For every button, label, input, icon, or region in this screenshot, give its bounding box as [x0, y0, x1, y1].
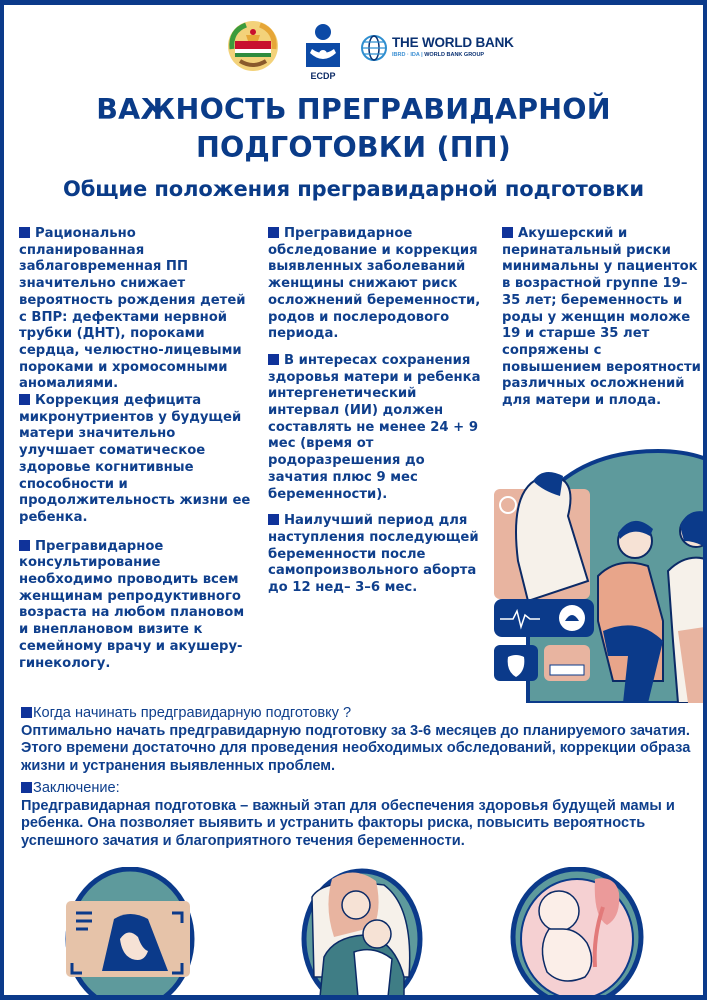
- square-bullet-icon: [502, 227, 513, 238]
- when-to-start-body: Оптимально начать предгравидарную подготовку за 3-6 месяцев до планируемого зачатия. Этого времени достаточно для проведения необходимых обследований, коррекции образа жизни и устранения выявленных проблем.: [21, 722, 691, 774]
- square-bullet-icon: [19, 540, 30, 551]
- column-3: [502, 226, 702, 410]
- bullet-item: В интересах сохранения здоровья матери и ребенка интергенетический интервал (ИИ) должен составлять не менее 24 + 9 мес (время от родоразрешения до зачатия плюс 9 мес беременности).: [268, 352, 481, 502]
- tajikistan-emblem-icon: [226, 19, 280, 73]
- page-title: ВАЖНОСТЬ ПРЕГРАВИДАРНОЙ ПОДГОТОВКИ (ПП): [96, 93, 611, 164]
- square-bullet-icon: [21, 707, 32, 718]
- conclusion-body: Предгравидарная подготовка – важный этап для обеспечения здоровья будущей мамы и ребенка. Она позволяет выявить и устранить факторы риска, повысить вероятность успешного зачатия и благоприятного течения беременности.: [21, 797, 675, 849]
- conclusion-section: [21, 780, 701, 850]
- column-2: [268, 226, 488, 597]
- conclusion-heading: Заключение:: [21, 780, 701, 798]
- globe-icon: [360, 34, 388, 62]
- page-subtitle: Общие положения прегравидарной подготовки: [62, 177, 645, 201]
- ultrasound-illustration: [58, 867, 198, 1000]
- when-to-start-heading: Когда начинать предгравидарную подготовку ?: [21, 705, 701, 723]
- bullet-item: Акушерский и перинатальный риски минимальны у пациенток в возрастной группе 19–35 лет; беременность и роды у женщин моложе 19 и старше 35 лет сопряжены с повышением вероятности различных осложнений для матери и плода.: [502, 226, 701, 409]
- doctor-consultation-illustration: [488, 441, 707, 703]
- world-bank-title: THE WORLD BANK: [392, 35, 514, 50]
- square-bullet-icon: [268, 354, 279, 365]
- bullet-item: Рационально спланированная заблаговременная ПП значительно снижает вероятность рождения детей с ВПР: дефектами нервной трубки (ДНТ), пороками сердца, челюстно-лицевыми пороками и хромосомными аномалиями.: [19, 226, 246, 392]
- ecdp-label: ECDP: [310, 71, 336, 81]
- logo-bar: [4, 15, 703, 80]
- when-to-start-section: [21, 705, 701, 775]
- fetus-in-womb-illustration: [507, 867, 647, 1000]
- square-bullet-icon: [19, 394, 30, 405]
- bullet-item: Коррекция дефицита микронутриентов у будущей матери значительно улучшает соматическое здоровье когнитивные способности и продолжительность жизни ее ребенка.: [19, 393, 251, 525]
- world-bank-logo: [360, 32, 520, 66]
- square-bullet-icon: [21, 782, 32, 793]
- bullet-item: Наилучший период для наступления последующей беременности после самопроизвольного аборта до 12 нед– 3–6 мес.: [268, 513, 479, 596]
- bullet-item: Прегравидарное консультирование необходимо проводить всем женщинам репродуктивного возраста на любом плановом и внеплановом визите к семейному врачу и акушеру-гинекологу.: [19, 538, 245, 671]
- square-bullet-icon: [268, 514, 279, 525]
- square-bullet-icon: [19, 227, 30, 238]
- ecdp-logo: [300, 23, 346, 79]
- mother-newborn-illustration: [294, 867, 429, 1000]
- column-1: [19, 226, 255, 672]
- bullet-item: Прегравидарное обследование и коррекция выявленных заболеваний женщины снижают риск осложнений беременности, родов и послеродового периода.: [268, 226, 481, 342]
- world-bank-subtitle: IBRD · IDA | WORLD BANK GROUP: [392, 52, 485, 58]
- square-bullet-icon: [268, 227, 279, 238]
